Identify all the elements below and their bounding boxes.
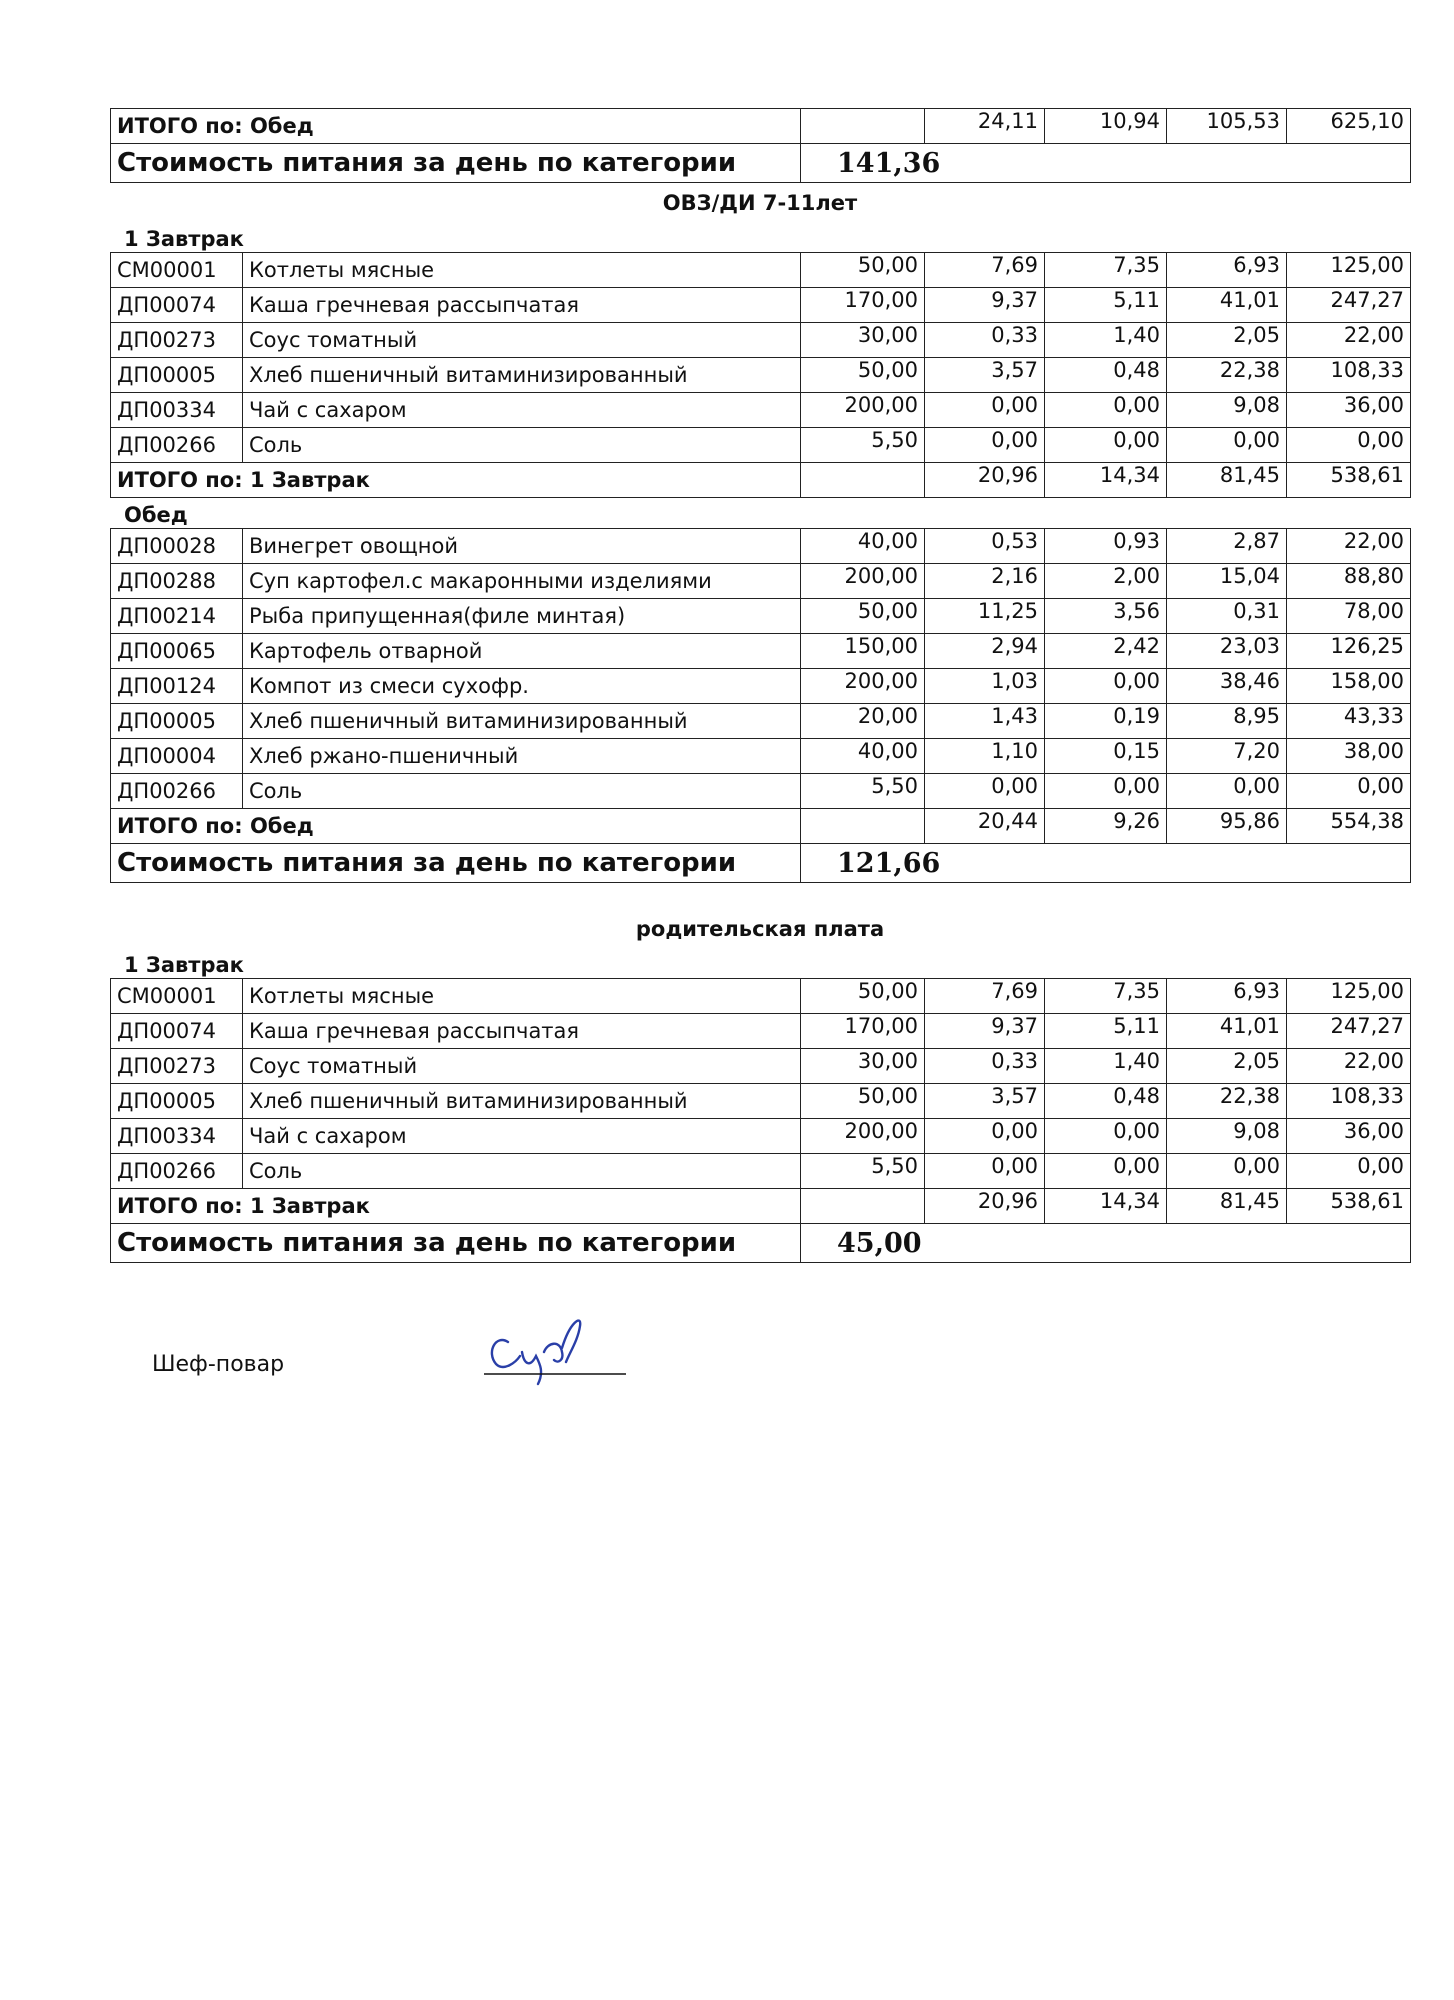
- item-code: ДП00266: [111, 1154, 243, 1189]
- item-weight: 50,00: [801, 1084, 925, 1119]
- total-carbs: 95,86: [1167, 809, 1287, 844]
- item-fat: 0,48: [1045, 358, 1167, 393]
- item-kcal: 108,33: [1287, 1084, 1411, 1119]
- item-kcal: 125,00: [1287, 979, 1411, 1014]
- meal-table: [110, 528, 1411, 883]
- item-protein: 11,25: [925, 599, 1045, 634]
- cost-value: 45,00: [801, 1224, 1411, 1263]
- section-title: родительская плата: [635, 917, 885, 941]
- item-carbs: 2,05: [1167, 323, 1287, 358]
- item-carbs: 2,05: [1167, 1049, 1287, 1084]
- item-fat: 0,00: [1045, 669, 1167, 704]
- table-row: [111, 358, 1411, 393]
- total-protein: 20,96: [925, 1189, 1045, 1224]
- item-kcal: 22,00: [1287, 323, 1411, 358]
- item-kcal: 247,27: [1287, 1014, 1411, 1049]
- item-name: Картофель отварной: [243, 634, 801, 669]
- item-fat: 7,35: [1045, 253, 1167, 288]
- item-name: Котлеты мясные: [243, 979, 801, 1014]
- item-protein: 3,57: [925, 1084, 1045, 1119]
- item-carbs: 41,01: [1167, 1014, 1287, 1049]
- cost-label: Стоимость питания за день по категории: [111, 844, 801, 883]
- item-fat: 0,00: [1045, 393, 1167, 428]
- total-row: [111, 1189, 1411, 1224]
- item-carbs: 15,04: [1167, 564, 1287, 599]
- item-kcal: 43,33: [1287, 704, 1411, 739]
- total-carbs: 105,53: [1167, 109, 1287, 144]
- table-row: [111, 979, 1411, 1014]
- section-title: ОВЗ/ДИ 7-11лет: [662, 191, 858, 215]
- total-weight: [801, 463, 925, 498]
- total-carbs: 81,45: [1167, 1189, 1287, 1224]
- item-weight: 50,00: [801, 599, 925, 634]
- table-row: [111, 704, 1411, 739]
- cost-label: Стоимость питания за день по категории: [111, 144, 801, 183]
- section-ovz: [110, 184, 1410, 883]
- item-fat: 0,48: [1045, 1084, 1167, 1119]
- item-weight: 20,00: [801, 704, 925, 739]
- item-carbs: 22,38: [1167, 1084, 1287, 1119]
- item-kcal: 108,33: [1287, 358, 1411, 393]
- item-carbs: 23,03: [1167, 634, 1287, 669]
- total-carbs: 81,45: [1167, 463, 1287, 498]
- total-row: [111, 109, 1411, 144]
- total-protein: 20,96: [925, 463, 1045, 498]
- item-name: Хлеб пшеничный витаминизированный: [243, 358, 801, 393]
- table-row: [111, 288, 1411, 323]
- item-weight: 30,00: [801, 1049, 925, 1084]
- table-row: [111, 774, 1411, 809]
- item-protein: 0,00: [925, 1154, 1045, 1189]
- item-kcal: 38,00: [1287, 739, 1411, 774]
- item-protein: 0,53: [925, 529, 1045, 564]
- item-protein: 7,69: [925, 253, 1045, 288]
- table-row: [111, 1014, 1411, 1049]
- total-kcal: 538,61: [1287, 1189, 1411, 1224]
- item-weight: 170,00: [801, 288, 925, 323]
- item-fat: 2,00: [1045, 564, 1167, 599]
- item-name: Компот из смеси сухофр.: [243, 669, 801, 704]
- item-weight: 5,50: [801, 774, 925, 809]
- table-row: [111, 393, 1411, 428]
- table-row: [111, 428, 1411, 463]
- item-protein: 1,03: [925, 669, 1045, 704]
- item-carbs: 9,08: [1167, 393, 1287, 428]
- item-weight: 40,00: [801, 529, 925, 564]
- total-kcal: 554,38: [1287, 809, 1411, 844]
- item-code: СМ00001: [111, 979, 243, 1014]
- total-kcal: 625,10: [1287, 109, 1411, 144]
- item-code: ДП00273: [111, 1049, 243, 1084]
- item-kcal: 125,00: [1287, 253, 1411, 288]
- item-carbs: 41,01: [1167, 288, 1287, 323]
- item-fat: 0,00: [1045, 428, 1167, 463]
- item-carbs: 9,08: [1167, 1119, 1287, 1154]
- total-fat: 10,94: [1045, 109, 1167, 144]
- item-carbs: 2,87: [1167, 529, 1287, 564]
- item-carbs: 38,46: [1167, 669, 1287, 704]
- meal-title: 1 Завтрак: [124, 227, 244, 251]
- item-weight: 40,00: [801, 739, 925, 774]
- item-code: ДП00005: [111, 704, 243, 739]
- item-fat: 0,00: [1045, 1119, 1167, 1154]
- total-label: ИТОГО по: Обед: [111, 109, 801, 144]
- total-fat: 9,26: [1045, 809, 1167, 844]
- meal-title: Обед: [124, 503, 188, 527]
- item-weight: 200,00: [801, 564, 925, 599]
- item-protein: 1,10: [925, 739, 1045, 774]
- item-kcal: 0,00: [1287, 428, 1411, 463]
- item-fat: 5,11: [1045, 288, 1167, 323]
- table-row: [111, 1084, 1411, 1119]
- item-name: Суп картофел.с макаронными изделиями: [243, 564, 801, 599]
- item-name: Соль: [243, 428, 801, 463]
- item-protein: 9,37: [925, 1014, 1045, 1049]
- item-name: Чай с сахаром: [243, 393, 801, 428]
- item-name: Соль: [243, 774, 801, 809]
- item-name: Соус томатный: [243, 323, 801, 358]
- item-name: Рыба припущенная(филе минтая): [243, 599, 801, 634]
- cost-label: Стоимость питания за день по категории: [111, 1224, 801, 1263]
- item-carbs: 22,38: [1167, 358, 1287, 393]
- table-row: [111, 634, 1411, 669]
- item-kcal: 0,00: [1287, 1154, 1411, 1189]
- item-code: ДП00334: [111, 393, 243, 428]
- item-protein: 0,33: [925, 323, 1045, 358]
- item-name: Каша гречневая рассыпчатая: [243, 1014, 801, 1049]
- item-code: ДП00074: [111, 288, 243, 323]
- total-weight: [801, 809, 925, 844]
- item-code: ДП00074: [111, 1014, 243, 1049]
- item-carbs: 0,00: [1167, 428, 1287, 463]
- item-name: Соль: [243, 1154, 801, 1189]
- item-protein: 2,94: [925, 634, 1045, 669]
- table-row: [111, 564, 1411, 599]
- cost-row: [111, 844, 1411, 883]
- item-code: ДП00065: [111, 634, 243, 669]
- item-code: ДП00266: [111, 774, 243, 809]
- item-code: ДП00124: [111, 669, 243, 704]
- item-fat: 0,00: [1045, 774, 1167, 809]
- top-summary: [110, 108, 1410, 183]
- item-weight: 200,00: [801, 393, 925, 428]
- cost-row: [111, 144, 1411, 183]
- total-fat: 14,34: [1045, 1189, 1167, 1224]
- item-protein: 0,00: [925, 774, 1045, 809]
- total-label: ИТОГО по: 1 Завтрак: [111, 1189, 801, 1224]
- table-row: [111, 739, 1411, 774]
- item-kcal: 0,00: [1287, 774, 1411, 809]
- item-code: СМ00001: [111, 253, 243, 288]
- total-fat: 14,34: [1045, 463, 1167, 498]
- item-fat: 1,40: [1045, 1049, 1167, 1084]
- item-weight: 5,50: [801, 428, 925, 463]
- cost-row: [111, 1224, 1411, 1263]
- item-fat: 7,35: [1045, 979, 1167, 1014]
- total-weight: [801, 1189, 925, 1224]
- item-fat: 2,42: [1045, 634, 1167, 669]
- item-name: Котлеты мясные: [243, 253, 801, 288]
- item-weight: 170,00: [801, 1014, 925, 1049]
- table-row: [111, 599, 1411, 634]
- item-code: ДП00266: [111, 428, 243, 463]
- item-kcal: 126,25: [1287, 634, 1411, 669]
- item-protein: 0,33: [925, 1049, 1045, 1084]
- item-carbs: 6,93: [1167, 979, 1287, 1014]
- item-weight: 150,00: [801, 634, 925, 669]
- item-protein: 0,00: [925, 1119, 1045, 1154]
- item-weight: 50,00: [801, 979, 925, 1014]
- item-code: ДП00214: [111, 599, 243, 634]
- item-name: Винегрет овощной: [243, 529, 801, 564]
- total-label: ИТОГО по: Обед: [111, 809, 801, 844]
- item-kcal: 22,00: [1287, 1049, 1411, 1084]
- item-weight: 50,00: [801, 358, 925, 393]
- item-fat: 1,40: [1045, 323, 1167, 358]
- section-parent-fee: [110, 910, 1410, 1263]
- item-code: ДП00004: [111, 739, 243, 774]
- item-carbs: 8,95: [1167, 704, 1287, 739]
- item-fat: 3,56: [1045, 599, 1167, 634]
- total-row: [111, 463, 1411, 498]
- item-name: Чай с сахаром: [243, 1119, 801, 1154]
- table-row: [111, 669, 1411, 704]
- item-carbs: 0,00: [1167, 774, 1287, 809]
- item-carbs: 0,31: [1167, 599, 1287, 634]
- item-kcal: 78,00: [1287, 599, 1411, 634]
- item-protein: 3,57: [925, 358, 1045, 393]
- cost-value: 141,36: [801, 144, 1411, 183]
- total-protein: 20,44: [925, 809, 1045, 844]
- item-fat: 5,11: [1045, 1014, 1167, 1049]
- item-weight: 200,00: [801, 1119, 925, 1154]
- item-carbs: 0,00: [1167, 1154, 1287, 1189]
- item-protein: 1,43: [925, 704, 1045, 739]
- item-protein: 9,37: [925, 288, 1045, 323]
- item-name: Каша гречневая рассыпчатая: [243, 288, 801, 323]
- meal-table: [110, 978, 1411, 1263]
- item-code: ДП00005: [111, 358, 243, 393]
- meal-title: 1 Завтрак: [124, 953, 244, 977]
- table-row: [111, 1119, 1411, 1154]
- table-row: [111, 323, 1411, 358]
- item-carbs: 6,93: [1167, 253, 1287, 288]
- item-kcal: 158,00: [1287, 669, 1411, 704]
- item-code: ДП00288: [111, 564, 243, 599]
- item-weight: 5,50: [801, 1154, 925, 1189]
- total-weight: [801, 109, 925, 144]
- item-code: ДП00273: [111, 323, 243, 358]
- signature-image: [478, 1312, 638, 1392]
- item-code: ДП00334: [111, 1119, 243, 1154]
- top-summary-table: [110, 108, 1411, 183]
- item-weight: 200,00: [801, 669, 925, 704]
- item-name: Соус томатный: [243, 1049, 801, 1084]
- table-row: [111, 1049, 1411, 1084]
- meal-table: [110, 252, 1411, 498]
- item-protein: 0,00: [925, 393, 1045, 428]
- item-carbs: 7,20: [1167, 739, 1287, 774]
- item-kcal: 36,00: [1287, 393, 1411, 428]
- cost-value: 121,66: [801, 844, 1411, 883]
- item-code: ДП00005: [111, 1084, 243, 1119]
- item-name: Хлеб пшеничный витаминизированный: [243, 704, 801, 739]
- item-protein: 7,69: [925, 979, 1045, 1014]
- item-fat: 0,15: [1045, 739, 1167, 774]
- total-label: ИТОГО по: 1 Завтрак: [111, 463, 801, 498]
- item-weight: 50,00: [801, 253, 925, 288]
- total-row: [111, 809, 1411, 844]
- item-fat: 0,00: [1045, 1154, 1167, 1189]
- item-protein: 2,16: [925, 564, 1045, 599]
- item-kcal: 88,80: [1287, 564, 1411, 599]
- item-kcal: 22,00: [1287, 529, 1411, 564]
- chef-label: Шеф-повар: [152, 1352, 285, 1377]
- item-protein: 0,00: [925, 428, 1045, 463]
- total-protein: 24,11: [925, 109, 1045, 144]
- table-row: [111, 1154, 1411, 1189]
- item-name: Хлеб пшеничный витаминизированный: [243, 1084, 801, 1119]
- table-row: [111, 529, 1411, 564]
- item-fat: 0,19: [1045, 704, 1167, 739]
- item-kcal: 36,00: [1287, 1119, 1411, 1154]
- item-name: Хлеб ржано-пшеничный: [243, 739, 801, 774]
- item-weight: 30,00: [801, 323, 925, 358]
- table-row: [111, 253, 1411, 288]
- item-fat: 0,93: [1045, 529, 1167, 564]
- item-code: ДП00028: [111, 529, 243, 564]
- item-kcal: 247,27: [1287, 288, 1411, 323]
- total-kcal: 538,61: [1287, 463, 1411, 498]
